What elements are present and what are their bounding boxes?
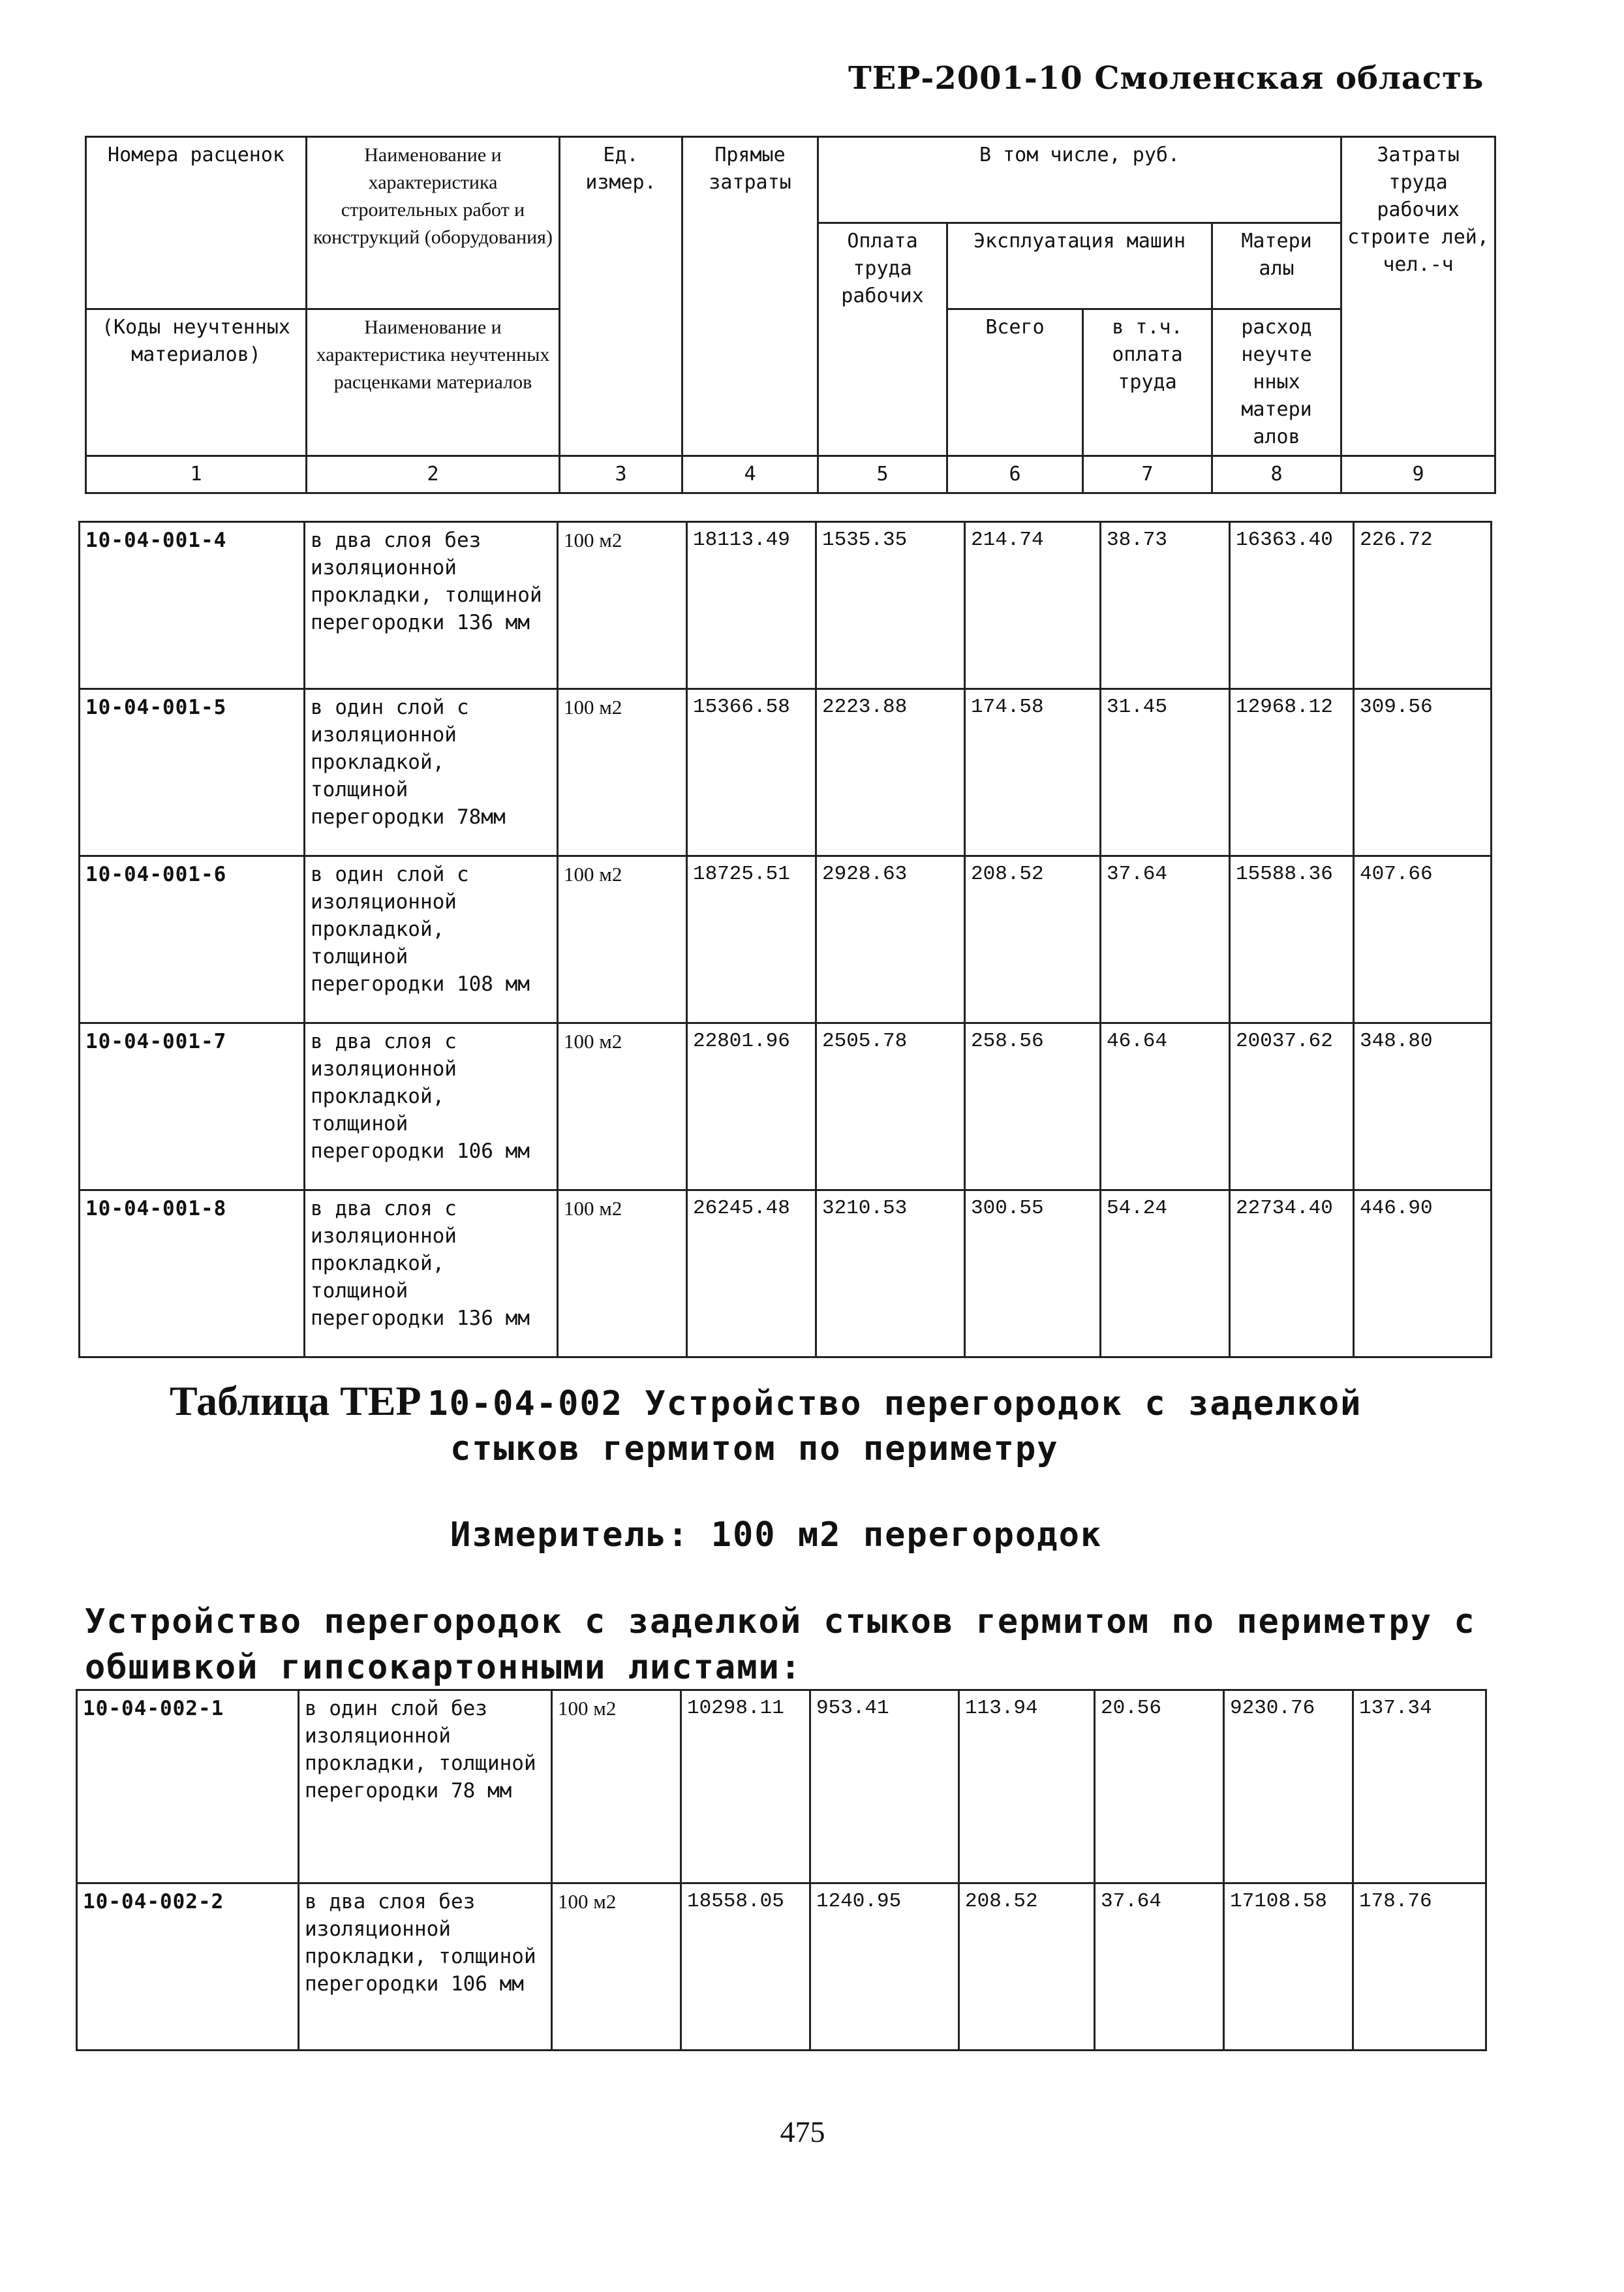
labor-hours: 309.56 (1354, 689, 1492, 856)
document-title: ТЕР-2001-10 Смоленская область (848, 60, 1484, 97)
header-unaccounted-codes: (Коды неучтенных материалов) (86, 309, 307, 456)
section-title: Устройство перегородок с заделкой стыков гермитом по периметру с обшивкой гипсокартонными листами: (85, 1602, 1476, 1687)
machines-wages: 37.64 (1101, 856, 1230, 1023)
column-number: 1 (86, 456, 307, 493)
table-row (80, 1190, 1492, 1357)
worker-wages: 2505.78 (816, 1023, 965, 1190)
header-worker-wages: Оплата труда рабочих (818, 223, 947, 456)
work-description: в два слоя с изоляционной прокладкой, толщиной перегородки 136 мм (305, 1190, 558, 1357)
labor-hours: 137.34 (1353, 1690, 1486, 1883)
header-unaccounted-materials-name: Наименование и характеристика неучтенных расценками материалов (307, 309, 560, 456)
direct-costs: 18113.49 (687, 522, 816, 689)
header-machine-operation: Эксплуатация машин (947, 223, 1212, 309)
materials: 15588.36 (1230, 856, 1354, 1023)
header-machines-total: Всего (947, 309, 1083, 456)
table-row (80, 1023, 1492, 1190)
table-row (80, 856, 1492, 1023)
machines-total: 258.56 (965, 1023, 1101, 1190)
direct-costs: 26245.48 (687, 1190, 816, 1357)
header-labor-hours: Затраты труда рабочих строите лей, чел.-ч (1341, 137, 1495, 456)
column-number: 9 (1341, 456, 1495, 493)
column-number: 4 (682, 456, 818, 493)
materials: 17108.58 (1224, 1883, 1353, 2051)
header-including: В том числе, руб. (818, 137, 1341, 223)
direct-costs: 18558.05 (681, 1883, 810, 2051)
unit: 100 м2 (552, 1690, 681, 1883)
worker-wages: 3210.53 (816, 1190, 965, 1357)
work-description: в два слоя без изоляционной прокладки, толщиной перегородки 106 мм (299, 1883, 552, 2051)
rates-table-10-04-001 (78, 521, 1492, 1358)
worker-wages: 953.41 (810, 1690, 959, 1883)
measurement-unit: Измеритель: 100 м2 перегородок (450, 1515, 1103, 1555)
materials: 22734.40 (1230, 1190, 1354, 1357)
labor-hours: 446.90 (1354, 1190, 1492, 1357)
table-row (80, 689, 1492, 856)
header-direct-costs: Прямые затраты (682, 137, 818, 456)
labor-hours: 348.80 (1354, 1023, 1492, 1190)
column-number: 5 (818, 456, 947, 493)
header-work-name: Наименование и характеристика строительных работ и конструкций (оборудования) (307, 137, 560, 309)
worker-wages: 1240.95 (810, 1883, 959, 2051)
machines-total: 214.74 (965, 522, 1101, 689)
materials: 12968.12 (1230, 689, 1354, 856)
table-title-label: Таблица ТЕР (170, 1378, 421, 1424)
labor-hours: 407.66 (1354, 856, 1492, 1023)
labor-hours: 178.76 (1353, 1883, 1486, 2051)
unit: 100 м2 (558, 856, 687, 1023)
table-title-line2: стыков гермитом по периметру (450, 1429, 1059, 1468)
column-number: 3 (560, 456, 682, 493)
rates-table-10-04-002 (76, 1689, 1487, 2051)
unit: 100 м2 (558, 689, 687, 856)
column-number: 8 (1212, 456, 1341, 493)
machines-total: 208.52 (959, 1883, 1095, 2051)
unit: 100 м2 (552, 1883, 681, 2051)
table-title (170, 1377, 1507, 1425)
rate-code: 10-04-001-8 (80, 1190, 305, 1357)
work-description: в один слой с изоляционной прокладкой, толщиной перегородки 78мм (305, 689, 558, 856)
direct-costs: 22801.96 (687, 1023, 816, 1190)
header-unit: Ед. измер. (560, 137, 682, 456)
table-row (77, 1690, 1486, 1883)
unit: 100 м2 (558, 1190, 687, 1357)
header-rate-numbers: Номера расценок (86, 137, 307, 309)
rate-code: 10-04-002-1 (77, 1690, 299, 1883)
work-description: в два слоя с изоляционной прокладкой, толщиной перегородки 106 мм (305, 1023, 558, 1190)
machines-total: 300.55 (965, 1190, 1101, 1357)
machines-total: 208.52 (965, 856, 1101, 1023)
rate-code: 10-04-001-4 (80, 522, 305, 689)
rate-code: 10-04-002-2 (77, 1883, 299, 2051)
rate-code: 10-04-001-7 (80, 1023, 305, 1190)
materials: 20037.62 (1230, 1023, 1354, 1190)
column-number: 6 (947, 456, 1083, 493)
worker-wages: 2928.63 (816, 856, 965, 1023)
unit: 100 м2 (558, 522, 687, 689)
header-materials: Матери алы (1212, 223, 1341, 309)
direct-costs: 18725.51 (687, 856, 816, 1023)
machines-wages: 37.64 (1095, 1883, 1224, 2051)
worker-wages: 2223.88 (816, 689, 965, 856)
header-machines-wages: в т.ч. оплата труда (1083, 309, 1212, 456)
rate-code: 10-04-001-5 (80, 689, 305, 856)
column-number: 7 (1083, 456, 1212, 493)
column-number: 2 (307, 456, 560, 493)
table-row (77, 1883, 1486, 2051)
direct-costs: 15366.58 (687, 689, 816, 856)
machines-total: 113.94 (959, 1690, 1095, 1883)
work-description: в два слоя без изоляционной прокладки, толщиной перегородки 136 мм (305, 522, 558, 689)
materials: 16363.40 (1230, 522, 1354, 689)
table-title-line1: 10-04-002 Устройство перегородок с заделкой (427, 1384, 1362, 1423)
rate-code: 10-04-001-6 (80, 856, 305, 1023)
page-number: 475 (780, 2115, 825, 2148)
unit: 100 м2 (558, 1023, 687, 1190)
direct-costs: 10298.11 (681, 1690, 810, 1883)
machines-wages: 46.64 (1101, 1023, 1230, 1190)
materials: 9230.76 (1224, 1690, 1353, 1883)
machines-wages: 20.56 (1095, 1690, 1224, 1883)
column-header-table (85, 136, 1496, 494)
table-row (80, 522, 1492, 689)
machines-wages: 38.73 (1101, 522, 1230, 689)
machines-wages: 54.24 (1101, 1190, 1230, 1357)
work-description: в один слой без изоляционной прокладки, толщиной перегородки 78 мм (299, 1690, 552, 1883)
header-unaccounted-consumption: расход неучте нных матери алов (1212, 309, 1341, 456)
machines-total: 174.58 (965, 689, 1101, 856)
labor-hours: 226.72 (1354, 522, 1492, 689)
machines-wages: 31.45 (1101, 689, 1230, 856)
work-description: в один слой с изоляционной прокладкой, толщиной перегородки 108 мм (305, 856, 558, 1023)
worker-wages: 1535.35 (816, 522, 965, 689)
